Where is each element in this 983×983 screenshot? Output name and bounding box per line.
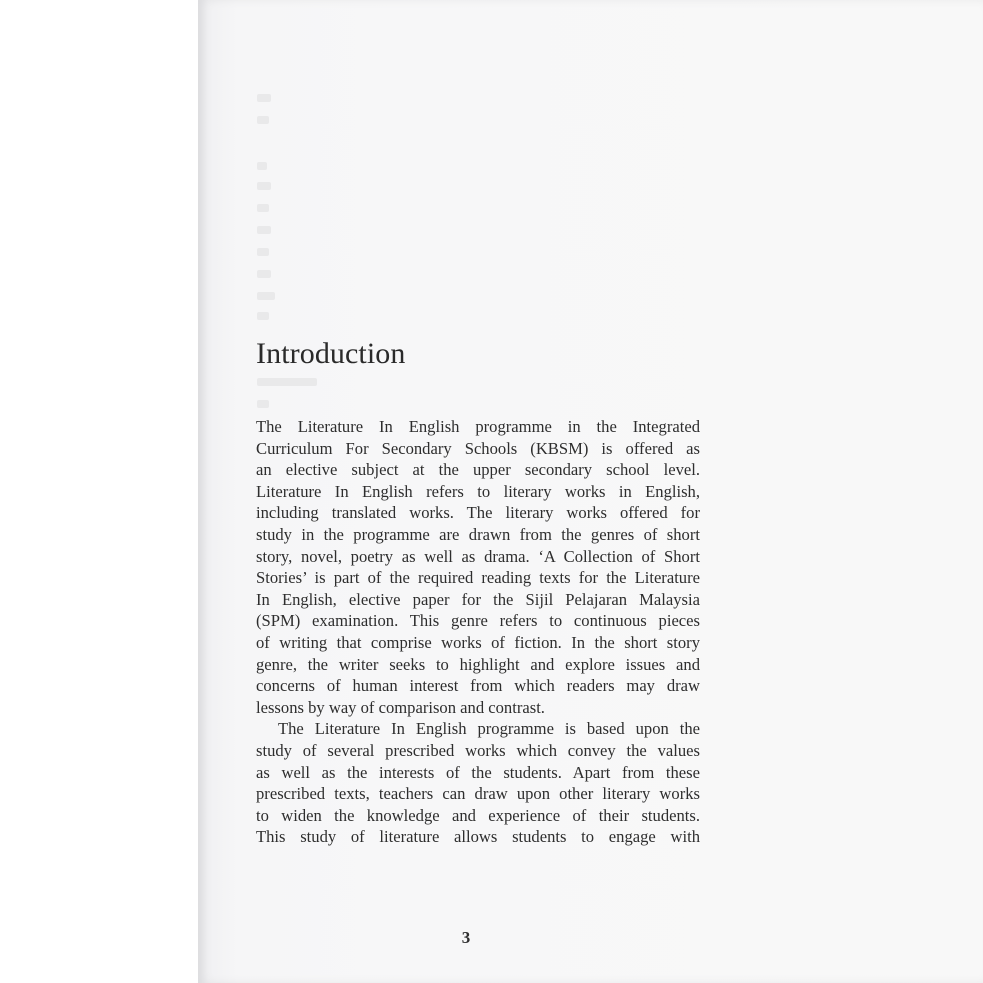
text-line: In English, elective paper for the Sijil Pelajaran Malaysia [256,589,700,609]
text-line: study in the programme are drawn from the genres of short [256,524,700,544]
text-line: Literature In English refers to literary works in English, [256,481,700,501]
body-text [256,416,700,848]
text-line: Stories’ is part of the required reading texts for the Literature [256,568,700,588]
text-line: Curriculum For Secondary Schools (KBSM) is offered as [256,438,700,458]
text-line: an elective subject at the upper secondary school level. [256,460,700,480]
page-number: 3 [461,928,471,947]
text-line: including translated works. The literary works offered for [256,503,700,523]
text-line: as well as the interests of the students. Apart from these [256,762,700,782]
text-line: lessons by way of comparison and contrast. [256,697,545,717]
text-line: genre, the writer seeks to highlight and explore issues and [256,654,700,674]
text-line: This study of literature allows students to engage with [256,827,700,847]
text-line: prescribed texts, teachers can draw upon other literary works [256,784,700,804]
text-line: story, novel, poetry as well as drama. ‘A Collection of Short [256,546,700,566]
text-line: (SPM) examination. This genre refers to continuous pieces [256,611,700,631]
text-line: study of several prescribed works which convey the values [256,740,700,760]
text-line: The Literature In English programme is based upon the [278,719,700,739]
text-line: of writing that comprise works of fiction. In the short story [256,632,700,652]
section-heading: Introduction [256,337,406,370]
text-line: to widen the knowledge and experience of their students. [256,805,700,825]
text-line: concerns of human interest from which readers may draw [256,676,700,696]
text-line: The Literature In English programme in the Integrated [256,417,700,436]
